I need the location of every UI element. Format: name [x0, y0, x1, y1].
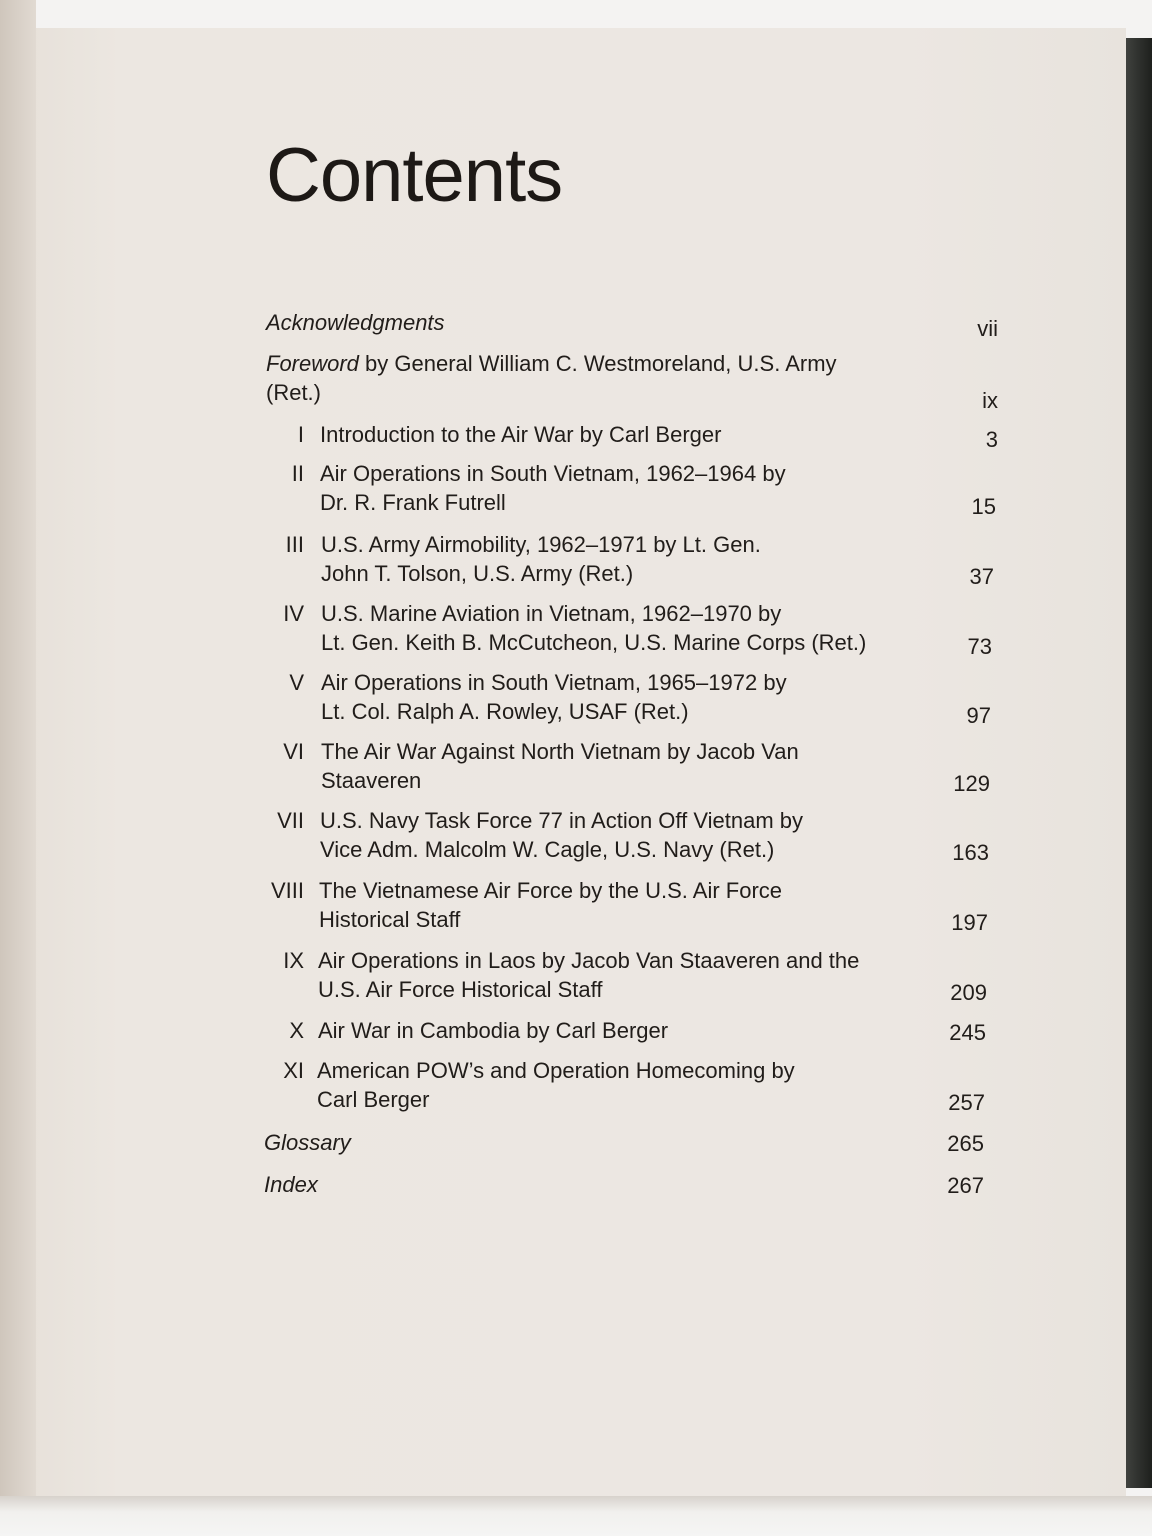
chapter-number: VIII — [270, 878, 304, 903]
chapter-number: XI — [283, 1058, 304, 1083]
toc-page-number: vii — [977, 316, 998, 341]
toc-entry-label-rest: by General William C. Westmoreland, U.S. Army — [358, 351, 837, 376]
toc-entry-label: Glossary — [264, 1130, 351, 1155]
chapter-number: III — [285, 532, 304, 557]
chapter-number: I — [297, 422, 304, 447]
toc-entry-label: Foreword — [266, 351, 359, 376]
chapter-author: U.S. Air Force Historical Staff — [318, 977, 603, 1002]
toc-page-number: 37 — [969, 564, 994, 589]
toc-entry-label: Index — [264, 1172, 318, 1197]
toc-page-number: 97 — [966, 703, 991, 728]
chapter-title: Air Operations in South Vietnam, 1965–1972 by — [321, 670, 787, 695]
chapter-title: The Air War Against North Vietnam by Jacob Van — [321, 739, 799, 764]
chapter-author: John T. Tolson, U.S. Army (Ret.) — [321, 561, 634, 586]
toc-page-number: 129 — [953, 771, 990, 796]
toc-page-number: 163 — [952, 840, 989, 865]
chapter-title: U.S. Marine Aviation in Vietnam, 1962–1970 by — [321, 601, 782, 626]
chapter-title: Air War in Cambodia by Carl Berger — [318, 1018, 669, 1043]
toc-entry-label: Acknowledgments — [266, 310, 445, 335]
chapter-author: Vice Adm. Malcolm W. Cagle, U.S. Navy (Ret.) — [320, 837, 775, 862]
chapter-title: The Vietnamese Air Force by the U.S. Air Force — [319, 878, 783, 903]
toc-page-number: 245 — [949, 1020, 986, 1045]
chapter-title: Air Operations in South Vietnam, 1962–1964 by — [320, 461, 786, 486]
toc-page-number: 197 — [951, 910, 988, 935]
chapter-number: V — [289, 670, 304, 695]
toc-page-number: 267 — [947, 1173, 984, 1198]
chapter-title: American POW’s and Operation Homecoming by — [317, 1058, 795, 1083]
chapter-number: IV — [283, 601, 304, 626]
chapter-number: VII — [277, 808, 304, 833]
toc-page-number: 73 — [967, 634, 992, 659]
toc-page-number: 265 — [947, 1131, 984, 1156]
chapter-author: Historical Staff — [319, 907, 461, 932]
chapter-number: X — [289, 1018, 304, 1043]
chapter-author: Lt. Gen. Keith B. McCutcheon, U.S. Marine Corps (Ret.) — [321, 630, 867, 655]
chapter-author: Lt. Col. Ralph A. Rowley, USAF (Ret.) — [321, 699, 689, 724]
chapter-title: Introduction to the Air War by Carl Berger — [320, 422, 722, 447]
toc-entry-label-line2: (Ret.) — [266, 380, 321, 405]
toc-page-number: 257 — [948, 1090, 985, 1115]
chapter-number: II — [291, 461, 304, 486]
chapter-author: Carl Berger — [317, 1087, 430, 1112]
toc-page-number: 209 — [950, 980, 987, 1005]
toc-page-number: 3 — [985, 427, 998, 452]
toc-page-number: ix — [982, 388, 998, 413]
chapter-number: IX — [283, 948, 304, 973]
toc-page-number: 15 — [971, 494, 996, 519]
chapter-title: Air Operations in Laos by Jacob Van Staaveren and the — [318, 948, 860, 973]
chapter-title: U.S. Navy Task Force 77 in Action Off Vietnam by — [320, 808, 804, 833]
page-title: Contents — [266, 133, 563, 218]
chapter-number: VI — [283, 739, 304, 764]
chapter-title: U.S. Army Airmobility, 1962–1971 by Lt. Gen. — [321, 532, 761, 557]
chapter-author: Dr. R. Frank Futrell — [320, 490, 506, 515]
chapter-author: Staaveren — [321, 768, 422, 793]
